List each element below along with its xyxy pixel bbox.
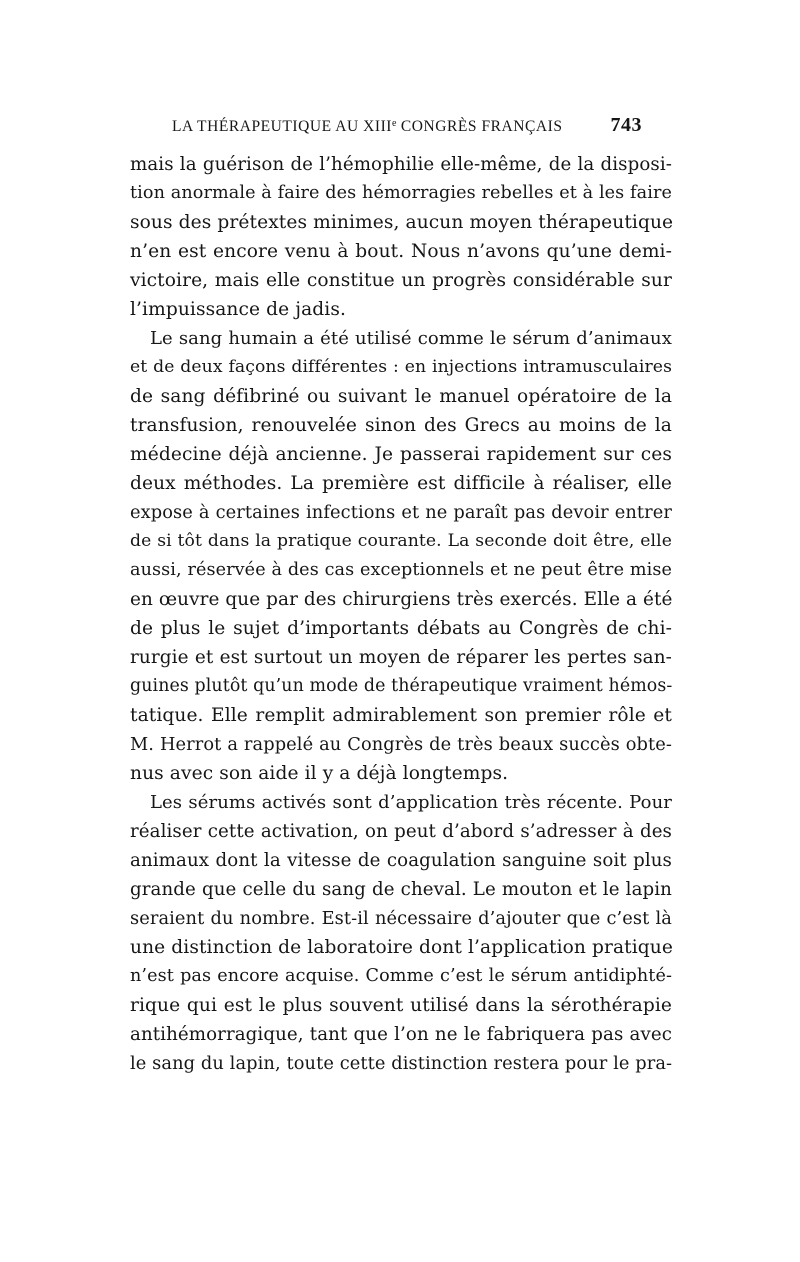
text-line: Le sang humain a été utilisé comme le sérum d’animaux bbox=[150, 328, 672, 349]
text-line: en œuvre que par des chirurgiens très exercés. Elle a été bbox=[130, 589, 673, 610]
text-line: n’en est encore venu à bout. Nous n’avons qu’une demi- bbox=[130, 241, 672, 262]
running-title-main: LA THÉRAPEUTIQUE AU XIII bbox=[172, 118, 392, 135]
page-number: 743 bbox=[610, 114, 642, 136]
text-line: sous des prétextes minimes, aucun moyen thérapeutique bbox=[130, 212, 674, 233]
text-line: mais la guérison de l’hémophilie elle-même, de la disposi- bbox=[130, 154, 672, 175]
text-line: rurgie et est surtout un moyen de réparer les pertes san- bbox=[130, 647, 672, 668]
text-line: seraient du nombre. Est-il nécessaire d’ajouter que c’est là bbox=[130, 908, 672, 929]
text-line: Les sérums activés sont d’application très récente. Pour bbox=[150, 792, 672, 813]
text-line: n’est pas encore acquise. Comme c’est le sérum antidiphté- bbox=[130, 966, 672, 986]
text-line: de plus le sujet d’importants débats au Congrès de chi- bbox=[130, 618, 672, 639]
running-title-superscript: e bbox=[392, 118, 397, 129]
text-line: tion anormale à faire des hémorragies rebelles et à les faire bbox=[130, 183, 672, 203]
text-line: aussi, réservée à des cas exceptionnels et ne peut être mise bbox=[130, 560, 672, 580]
text-line: médecine déjà ancienne. Je passerai rapidement sur ces bbox=[130, 444, 672, 465]
running-header bbox=[172, 114, 642, 140]
text-line: réaliser cette activation, on peut d’abord s’adresser à des bbox=[130, 821, 672, 842]
running-title-rest: CONGRÈS FRANÇAIS bbox=[396, 118, 563, 135]
text-line: de sang défibriné ou suivant le manuel opératoire de la bbox=[130, 386, 672, 407]
text-line: nus avec son aide il y a déjà longtemps. bbox=[130, 763, 509, 784]
text-line: antihémorragique, tant que l’on ne le fabriquera pas avec bbox=[130, 1024, 672, 1045]
text-line: tatique. Elle remplit admirablement son premier rôle et bbox=[130, 705, 672, 726]
text-line: victoire, mais elle constitue un progrès considérable sur bbox=[130, 270, 672, 291]
running-title bbox=[172, 118, 563, 136]
text-line: et de deux façons différentes : en injections intramusculaires bbox=[130, 357, 672, 377]
text-line: deux méthodes. La première est difficile à réaliser, elle bbox=[130, 473, 672, 494]
text-line: l’impuissance de jadis. bbox=[130, 299, 347, 320]
text-line: guines plutôt qu’un mode de thérapeutique vraiment hémos- bbox=[130, 676, 673, 696]
text-line: expose à certaines infections et ne paraît pas devoir entrer bbox=[130, 502, 672, 523]
text-line: rique qui est le plus souvent utilisé dans la sérothérapie bbox=[130, 995, 672, 1016]
text-line: une distinction de laboratoire dont l’application pratique bbox=[130, 937, 673, 958]
text-line: animaux dont la vitesse de coagulation sanguine soit plus bbox=[130, 850, 672, 871]
text-line: grande que celle du sang de cheval. Le mouton et le lapin bbox=[130, 879, 672, 900]
text-line: transfusion, renouvelée sinon des Grecs au moins de la bbox=[130, 415, 672, 436]
text-line: de si tôt dans la pratique courante. La seconde doit être, elle bbox=[130, 531, 672, 551]
text-line: le sang du lapin, toute cette distinction restera pour le pra- bbox=[130, 1053, 673, 1074]
text-line: M. Herrot a rappelé au Congrès de très beaux succès obte- bbox=[130, 734, 672, 755]
